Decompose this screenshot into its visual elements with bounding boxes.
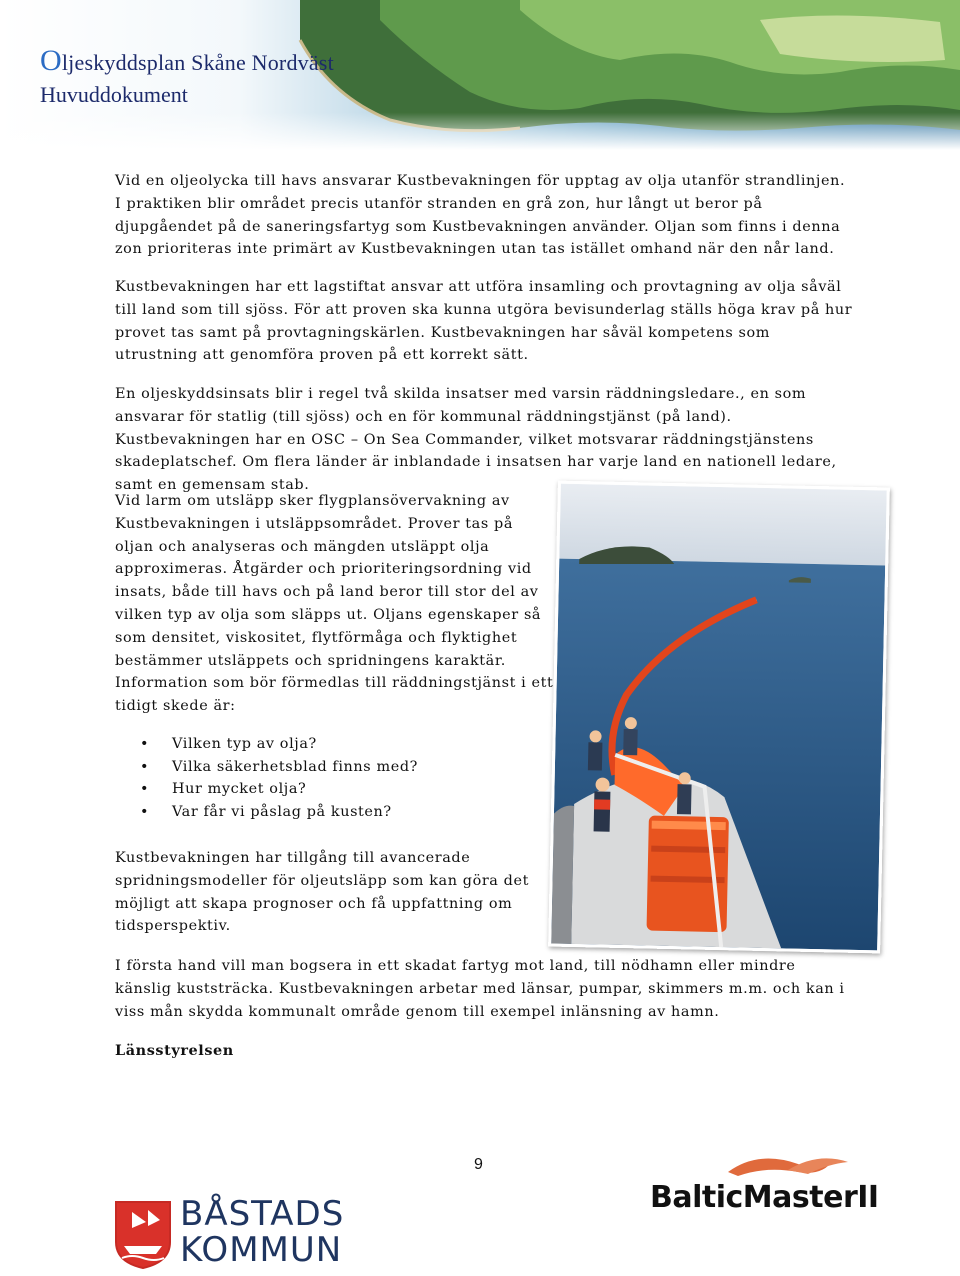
- list-item: • Var får vi påslag på kusten?: [140, 801, 418, 824]
- header-banner: [0, 0, 960, 150]
- paragraph-sampling: Kustbevakningen har ett lagstiftat ansvar att utföra insamling och provtagning av olja såväl till land som till sjöss. För att proven ska kunna utgöra bevisunderlag ställs höga krav på hur provet tas samt på provtagningskärlen. Kustbevakningen har såväl kompetens som utrustning att genomföra proven på ett korrekt sätt.: [115, 279, 853, 364]
- document-title: [40, 44, 334, 78]
- paragraph-coast-guard-responsibility: Vid en oljeolycka till havs ansvarar Kustbevakningen för upptag av olja utanför strandlinjen. I praktiken blir området precis utanför stranden en grå zon, hur långt ut beror på djupgåendet på de saneringsfartyg som Kustbevakningen använder. Oljan som finns i denna zon prioriteras inte primärt av Kustbevakningen utan tas istället omhand när den når land.: [115, 173, 846, 258]
- page-number: 9: [474, 1156, 483, 1173]
- oil-boom-photo: [548, 481, 890, 954]
- paragraph-response-leadership: En oljeskyddsinsats blir i regel två skilda insatser med varsin räddningsledare., en som ansvarar för statlig (till sjöss) och en för kommunal räddningstjänst (på land). Kustbevakningen har en OSC – On Sea Commander, vilket motsvarar räddningstjänstens skadeplatschef. Om flera länder är inblandade i insatsen har varje land en nationell ledare, samt en gemensam stab.: [115, 386, 837, 494]
- question-list: [140, 733, 418, 823]
- bastad-line-2: KOMMUN: [180, 1230, 343, 1270]
- boat-with-oil-boom-illustration: [551, 484, 887, 951]
- title-initial: O: [40, 44, 62, 77]
- list-item: • Hur mycket olja?: [140, 778, 418, 801]
- balticmaster-logo-text: BalticMasterII: [650, 1180, 879, 1215]
- bastads-kommun-logo-text: [180, 1196, 344, 1268]
- paragraph-alarm-procedure: Vid larm om utsläpp sker flygplansövervakning av Kustbevakningen i utsläppsområdet. Prover tas på oljan och analyseras och mängden utsläppt olja approximeras. Åtgärder och prioriteringsordning vid insats, både till havs och på land beror till stor del av vilken typ av olja som släpps ut. Oljans egenskaper så som densitet, viskositet, flytförmåga och flyktighet bestämmer utsläppets och spridningens karaktär. Information som bör förmedlas till räddningstjänst i ett tidigt skede är:: [115, 493, 554, 715]
- title-rest: ljeskyddsplan Skåne Nordväst: [61, 50, 334, 75]
- section-heading-lansstyrelsen: Länsstyrelsen: [115, 1042, 234, 1059]
- paragraph-spread-models: Kustbevakningen har tillgång till avancerade spridningsmodeller för oljeutsläpp som kan göra det möjligt att skapa prognoser och få uppfattning om tidsperspektiv.: [115, 850, 529, 935]
- list-item: • Vilken typ av olja?: [140, 733, 418, 756]
- bastad-line-1: BÅSTADS: [180, 1194, 345, 1234]
- document-subtitle: Huvuddokument: [40, 82, 188, 107]
- paragraph-towing: I första hand vill man bogsera in ett skadat fartyg mot land, till nödhamn eller mindre känslig kuststräcka. Kustbevakningen arbetar med länsar, pumpar, skimmers m.m. och kan i viss mån skydda kommunalt område genom till exempel inlänsning av hamn.: [115, 958, 845, 1020]
- list-item: • Vilka säkerhetsblad finns med?: [140, 756, 418, 779]
